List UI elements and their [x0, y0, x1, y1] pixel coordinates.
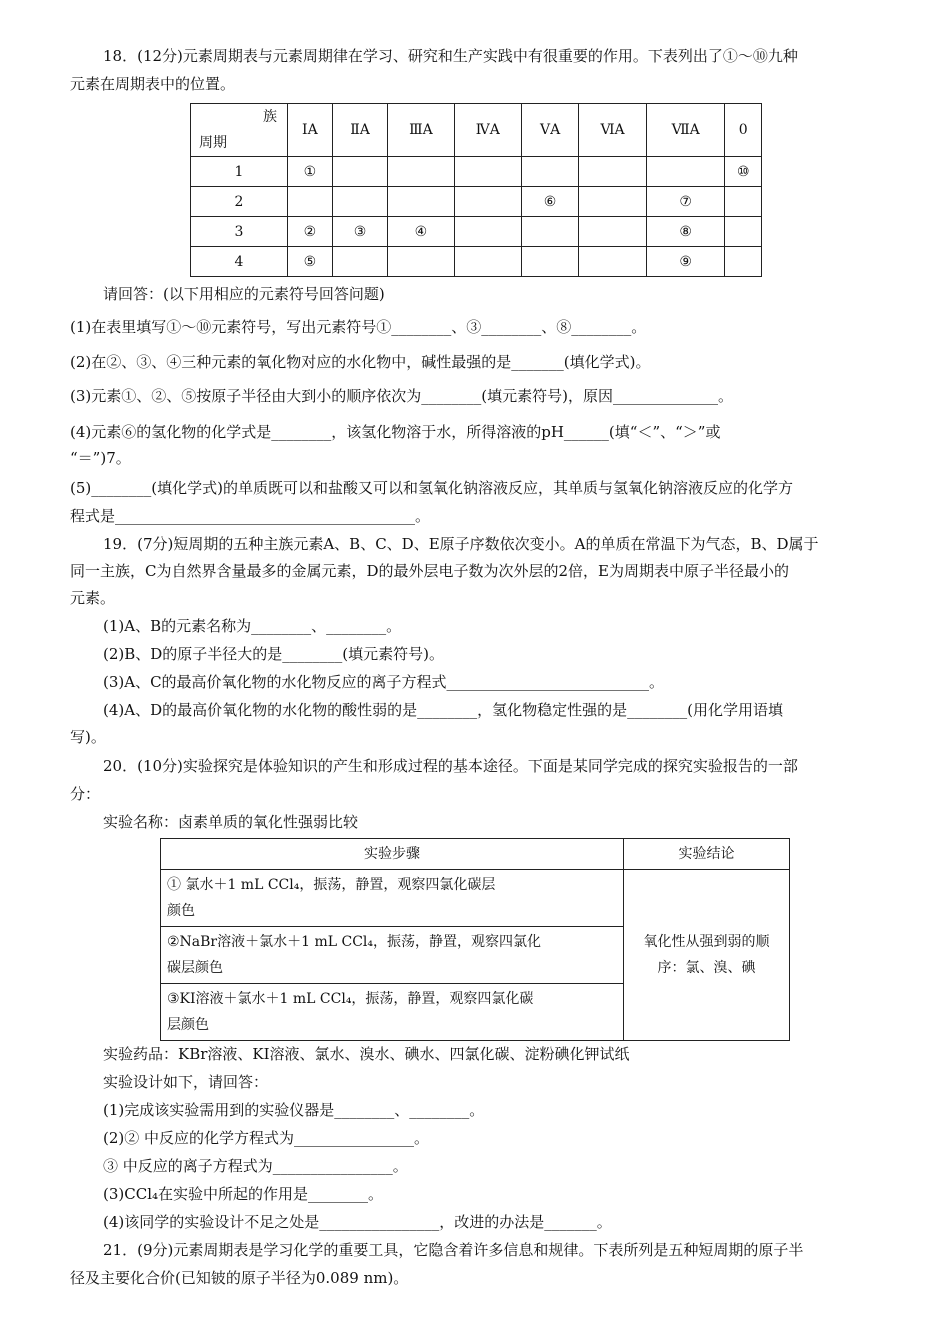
table-cell: [725, 187, 762, 217]
table-cell: [388, 247, 454, 277]
table-cell: [725, 247, 762, 277]
table-row: [161, 870, 790, 927]
table-cell: ⑨: [646, 247, 725, 277]
q18-intro-line1: 18．(12分)元素周期表与元素周期律在学习、研究和生产实践中有很重要的作用。下表列出了①～⑩九种: [103, 47, 798, 65]
q18-intro-line2: 元素在周期表中的位置。: [70, 75, 236, 93]
group-header: ⅥA: [579, 104, 647, 157]
q20-sub1: (1)完成该实验需用到的实验仪器是________、________。: [103, 1101, 485, 1119]
periodic-table: [190, 103, 762, 277]
table-cell: [332, 187, 388, 217]
table-cell: ②: [288, 217, 333, 247]
step-3-line1: ③KI溶液＋氯水＋1 mL CCl₄，振荡，静置，观察四氯化碳: [167, 991, 534, 1007]
step-1-line1: ① 氯水＋1 mL CCl₄，振荡，静置，观察四氯化碳层: [167, 877, 496, 893]
table-cell: ⑥: [522, 187, 579, 217]
corner-group-label: 族: [263, 109, 277, 125]
q19-intro-line3: 元素。: [70, 589, 116, 607]
step-1-line2: 颜色: [167, 903, 195, 919]
header-conclusion: 实验结论: [624, 839, 790, 870]
corner-period-label: 周期: [199, 135, 227, 151]
table-corner: [191, 104, 288, 157]
q19-sub4-line2: 写)。: [70, 728, 106, 746]
table-cell: [454, 187, 522, 217]
q20-sub2b: ③ 中反应的离子方程式为________________。: [103, 1157, 408, 1175]
table-cell: [454, 157, 522, 187]
table-cell: [288, 187, 333, 217]
table-cell: [388, 157, 454, 187]
experiment-table-header: [161, 839, 790, 870]
q19-intro-line1: 19．(7分)短周期的五种主族元素A、B、C、D、E原子序数依次变小。A的单质在常温下为气态，B、D属于: [103, 535, 819, 553]
period-label: 2: [191, 187, 288, 217]
q18-sub5-line2: 程式是________________________________________。: [70, 507, 431, 525]
table-cell: [579, 217, 647, 247]
table-cell: [522, 217, 579, 247]
q19-sub4-line1: (4)A、D的最高价氧化物的水化物的酸性弱的是________，氢化物稳定性强的是________(用化学用语填: [103, 701, 783, 719]
group-header: 0: [725, 104, 762, 157]
q21-intro-line1: 21．(9分)元素周期表是学习化学的重要工具，它隐含着许多信息和规律。下表所列是五种短周期的原子半: [103, 1241, 804, 1259]
table-cell: ①: [288, 157, 333, 187]
q20-design: 实验设计如下，请回答：: [103, 1073, 269, 1091]
conclusion-cell: [624, 870, 790, 1041]
table-cell: [725, 217, 762, 247]
group-header: ⅡA: [332, 104, 388, 157]
group-header: ⅦA: [646, 104, 725, 157]
period-label: 3: [191, 217, 288, 247]
q18-sub1: (1)在表里填写①～⑩元素符号，写出元素符号①________、③________、⑧________。: [70, 318, 647, 336]
q19-sub3: (3)A、C的最高价氧化物的水化物反应的离子方程式___________________________。: [103, 673, 665, 691]
step-1: [161, 870, 624, 927]
table-cell: [332, 247, 388, 277]
table-cell: [579, 247, 647, 277]
period-label: 4: [191, 247, 288, 277]
q18-prompt: 请回答：(以下用相应的元素符号回答问题): [103, 285, 385, 303]
step-2-line1: ②NaBr溶液＋氯水＋1 mL CCl₄，振荡，静置，观察四氯化: [167, 934, 542, 950]
table-cell: ⑩: [725, 157, 762, 187]
experiment-table: [160, 838, 790, 1041]
table-row: [191, 217, 762, 247]
period-label: 1: [191, 157, 288, 187]
table-row: [191, 247, 762, 277]
table-cell: [579, 157, 647, 187]
table-cell: [522, 247, 579, 277]
table-row: [191, 187, 762, 217]
table-cell: [646, 157, 725, 187]
conclusion-line2: 序：氯、溴、碘: [657, 960, 756, 976]
q20-drugs: 实验药品：KBr溶液、KI溶液、氯水、溴水、碘水、四氯化碳、淀粉碘化钾试纸: [103, 1045, 630, 1063]
table-cell: [522, 157, 579, 187]
q18-sub2: (2)在②、③、④三种元素的氧化物对应的水化物中，碱性最强的是_______(填化学式)。: [70, 353, 651, 371]
q18-sub4-line2: “＝”)7。: [70, 449, 131, 467]
table-row: [191, 157, 762, 187]
q20-intro-line2: 分：: [70, 785, 101, 803]
q20-sub3: (3)CCl₄在实验中所起的作用是________。: [103, 1185, 384, 1203]
group-header: ⅣA: [454, 104, 522, 157]
table-cell: [454, 217, 522, 247]
step-3-line2: 层颜色: [167, 1017, 209, 1033]
table-cell: [332, 157, 388, 187]
table-cell: [388, 187, 454, 217]
q20-sub4: (4)该同学的实验设计不足之处是________________，改进的办法是_______。: [103, 1213, 612, 1231]
conclusion-line1: 氧化性从强到弱的顺: [643, 934, 770, 950]
group-header: ⅢA: [388, 104, 454, 157]
q21-intro-line2: 径及主要化合价(已知铍的原子半径为0.089 nm)。: [70, 1269, 409, 1287]
q18-sub5-line1: (5)________(填化学式)的单质既可以和盐酸又可以和氢氧化钠溶液反应，其单质与氢氧化钠溶液反应的化学方: [70, 479, 793, 497]
step-3: [161, 984, 624, 1041]
group-header: ⅤA: [522, 104, 579, 157]
table-cell: ④: [388, 217, 454, 247]
table-cell: ⑦: [646, 187, 725, 217]
table-cell: [579, 187, 647, 217]
table-cell: ③: [332, 217, 388, 247]
step-2: [161, 927, 624, 984]
q19-intro-line2: 同一主族，C为自然界含量最多的金属元素，D的最外层电子数为次外层的2倍，E为周期表中原子半径最小的: [70, 562, 790, 580]
q18-sub4-line1: (4)元素⑥的氢化物的化学式是________，该氢化物溶于水，所得溶液的pH______(填“＜”、“＞”或: [70, 423, 721, 441]
q20-experiment-name: 实验名称：卤素单质的氧化性强弱比较: [103, 813, 359, 831]
q19-sub2: (2)B、D的原子半径大的是________(填元素符号)。: [103, 645, 445, 663]
group-header: ⅠA: [288, 104, 333, 157]
periodic-table-header: [191, 104, 762, 157]
q20-sub2: (2)② 中反应的化学方程式为________________。: [103, 1129, 430, 1147]
table-cell: [454, 247, 522, 277]
q19-sub1: (1)A、B的元素名称为________、________。: [103, 617, 402, 635]
table-cell: ⑧: [646, 217, 725, 247]
q20-intro-line1: 20．(10分)实验探究是体验知识的产生和形成过程的基本途径。下面是某同学完成的探究实验报告的一部: [103, 757, 798, 775]
table-cell: ⑤: [288, 247, 333, 277]
q18-sub3: (3)元素①、②、⑤按原子半径由大到小的顺序依次为________(填元素符号)，原因______________。: [70, 387, 733, 405]
step-2-line2: 碳层颜色: [167, 960, 223, 976]
header-steps: 实验步骤: [161, 839, 624, 870]
